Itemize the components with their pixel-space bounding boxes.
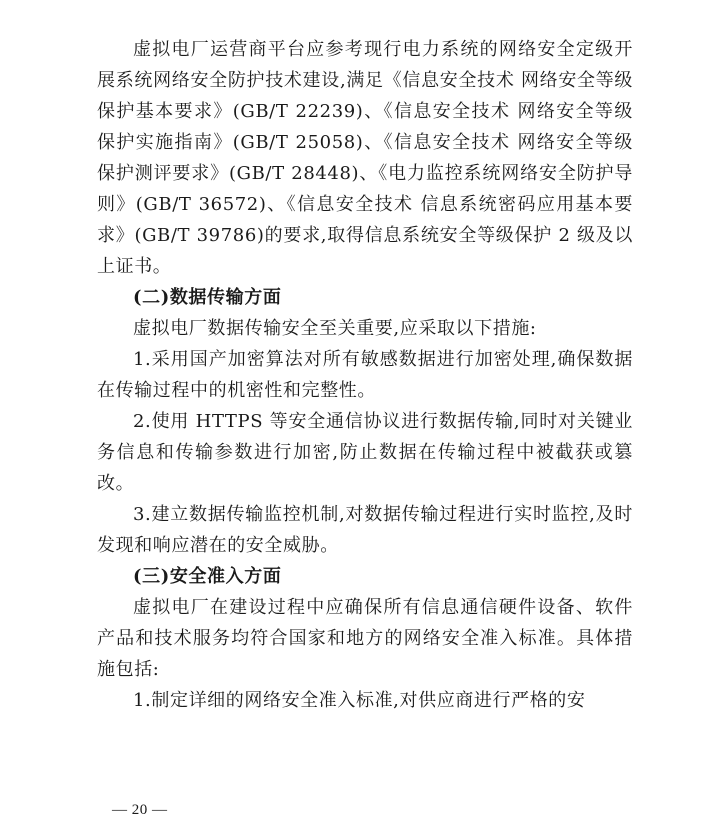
paragraph-access-measure-1: 1.制定详细的网络安全准入标准,对供应商进行严格的安 xyxy=(133,690,586,711)
paragraph-transmission-intro: 虚拟电厂数据传输安全至关重要,应采取以下措施: xyxy=(133,318,537,339)
section-heading-data-transmission: (二)数据传输方面 xyxy=(133,287,282,308)
document-body xyxy=(97,34,633,716)
paragraph-measure-https: 2.使用 HTTPS 等安全通信协议进行数据传输,同时对关键业务信息和传输参数进行加密,防止数据在传输过程中被截获或篡改。 xyxy=(97,411,633,494)
paragraph-measure-monitoring: 3.建立数据传输监控机制,对数据传输过程进行实时监控,及时发现和响应潜在的安全威胁。 xyxy=(97,504,633,556)
paragraph-measure-encryption: 1.采用国产加密算法对所有敏感数据进行加密处理,确保数据在传输过程中的机密性和完整性。 xyxy=(97,349,633,401)
paragraph-standards-requirements: 虚拟电厂运营商平台应参考现行电力系统的网络安全定级开展系统网络安全防护技术建设,满足《信息安全技术 网络安全等级保护基本要求》(GB/T 22239)、《信息安全技术 网络安全等级保护实施指南》(GB/T 25058)、《信息安全技术 网络安全等级保护测评要求》(GB/T 28448)、《电力监控系统网络安全防护导则》(GB/T 36572)、《信息安全技术 信息系统密码应用基本要求》(GB/T 39786)的要求,取得信息系统安全等级保护 2 级及以上证书。 xyxy=(97,39,633,277)
paragraph-access-intro: 虚拟电厂在建设过程中应确保所有信息通信硬件设备、软件产品和技术服务均符合国家和地方的网络安全准入标准。具体措施包括: xyxy=(97,597,633,680)
page-number: — 20 — xyxy=(112,802,168,818)
section-heading-security-access: (三)安全准入方面 xyxy=(133,566,282,587)
